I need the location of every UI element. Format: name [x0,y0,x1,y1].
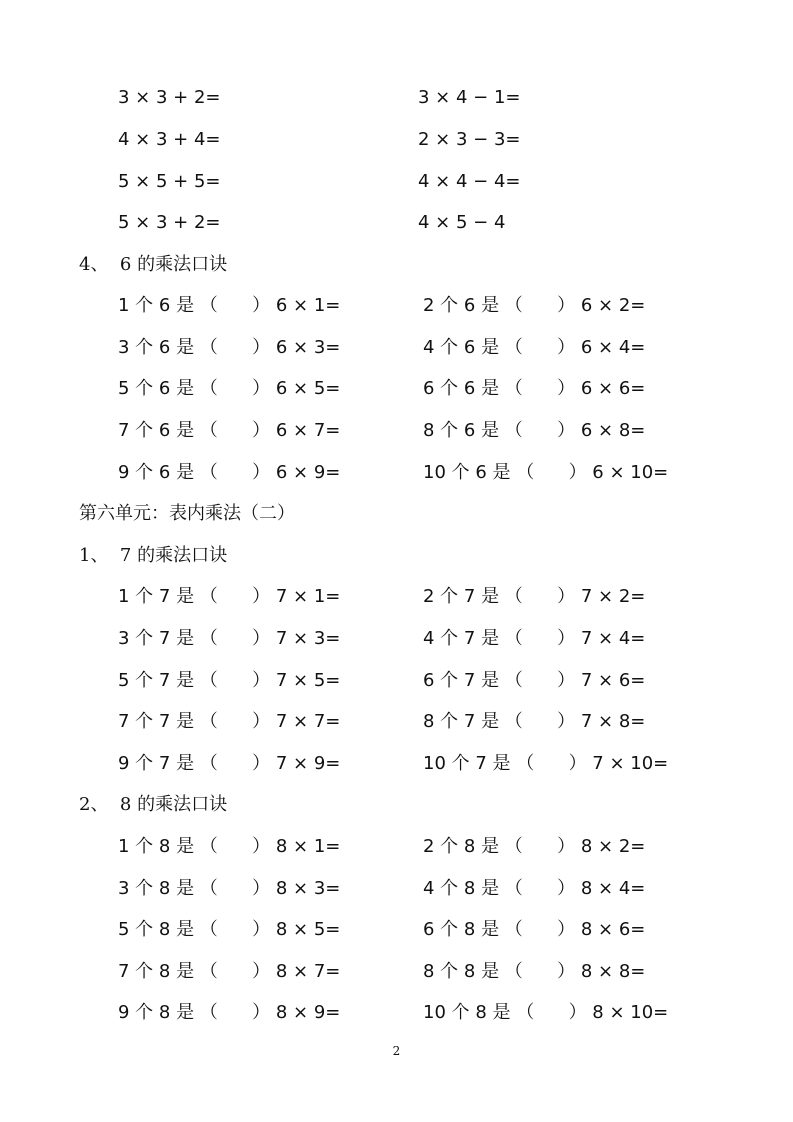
fill-in-exercise: 5 个 7 是 （ ） 7 × 5= [118,670,341,691]
arith-expression: 4 × 4 − 4= [418,171,521,192]
arith-expression: 3 × 3 + 2= [118,87,221,108]
arith-expression: 5 × 5 + 5= [118,171,221,192]
fill-in-exercise: 3 个 8 是 （ ） 8 × 3= [118,878,341,899]
section-heading-6-table: 4、 6 的乘法口诀 [79,254,228,275]
fill-in-exercise: 5 个 8 是 （ ） 8 × 5= [118,919,341,940]
section-heading-8-table: 2、 8 的乘法口诀 [79,794,228,815]
arith-expression: 4 × 3 + 4= [118,129,221,150]
arith-expression: 5 × 3 + 2= [118,212,221,233]
fill-in-exercise: 10 个 7 是 （ ） 7 × 10= [423,753,669,774]
fill-in-exercise: 1 个 7 是 （ ） 7 × 1= [118,586,341,607]
fill-in-exercise: 6 个 6 是 （ ） 6 × 6= [423,378,646,399]
fill-in-exercise: 3 个 7 是 （ ） 7 × 3= [118,628,341,649]
fill-in-exercise: 2 个 6 是 （ ） 6 × 2= [423,295,646,316]
fill-in-exercise: 6 个 7 是 （ ） 7 × 6= [423,670,646,691]
fill-in-exercise: 4 个 6 是 （ ） 6 × 4= [423,337,646,358]
page-number: 2 [392,1044,401,1058]
arith-expression: 4 × 5 − 4 [418,212,506,233]
fill-in-exercise: 8 个 8 是 （ ） 8 × 8= [423,961,646,982]
fill-in-exercise: 8 个 6 是 （ ） 6 × 8= [423,420,646,441]
fill-in-exercise: 1 个 6 是 （ ） 6 × 1= [118,295,341,316]
fill-in-exercise: 1 个 8 是 （ ） 8 × 1= [118,836,341,857]
fill-in-exercise: 9 个 7 是 （ ） 7 × 9= [118,753,341,774]
fill-in-exercise: 10 个 6 是 （ ） 6 × 10= [423,462,669,483]
section-heading-7-table: 1、 7 的乘法口诀 [79,545,228,566]
fill-in-exercise: 9 个 6 是 （ ） 6 × 9= [118,462,341,483]
fill-in-exercise: 4 个 7 是 （ ） 7 × 4= [423,628,646,649]
arith-expression: 2 × 3 − 3= [418,129,521,150]
unit-title: 第六单元：表内乘法（二） [79,503,295,524]
fill-in-exercise: 10 个 8 是 （ ） 8 × 10= [423,1002,669,1023]
fill-in-exercise: 7 个 7 是 （ ） 7 × 7= [118,711,341,732]
fill-in-exercise: 7 个 8 是 （ ） 8 × 7= [118,961,341,982]
fill-in-exercise: 8 个 7 是 （ ） 7 × 8= [423,711,646,732]
fill-in-exercise: 6 个 8 是 （ ） 8 × 6= [423,919,646,940]
fill-in-exercise: 4 个 8 是 （ ） 8 × 4= [423,878,646,899]
fill-in-exercise: 7 个 6 是 （ ） 6 × 7= [118,420,341,441]
arith-expression: 3 × 4 − 1= [418,87,521,108]
fill-in-exercise: 3 个 6 是 （ ） 6 × 3= [118,337,341,358]
fill-in-exercise: 9 个 8 是 （ ） 8 × 9= [118,1002,341,1023]
fill-in-exercise: 2 个 7 是 （ ） 7 × 2= [423,586,646,607]
fill-in-exercise: 2 个 8 是 （ ） 8 × 2= [423,836,646,857]
fill-in-exercise: 5 个 6 是 （ ） 6 × 5= [118,378,341,399]
